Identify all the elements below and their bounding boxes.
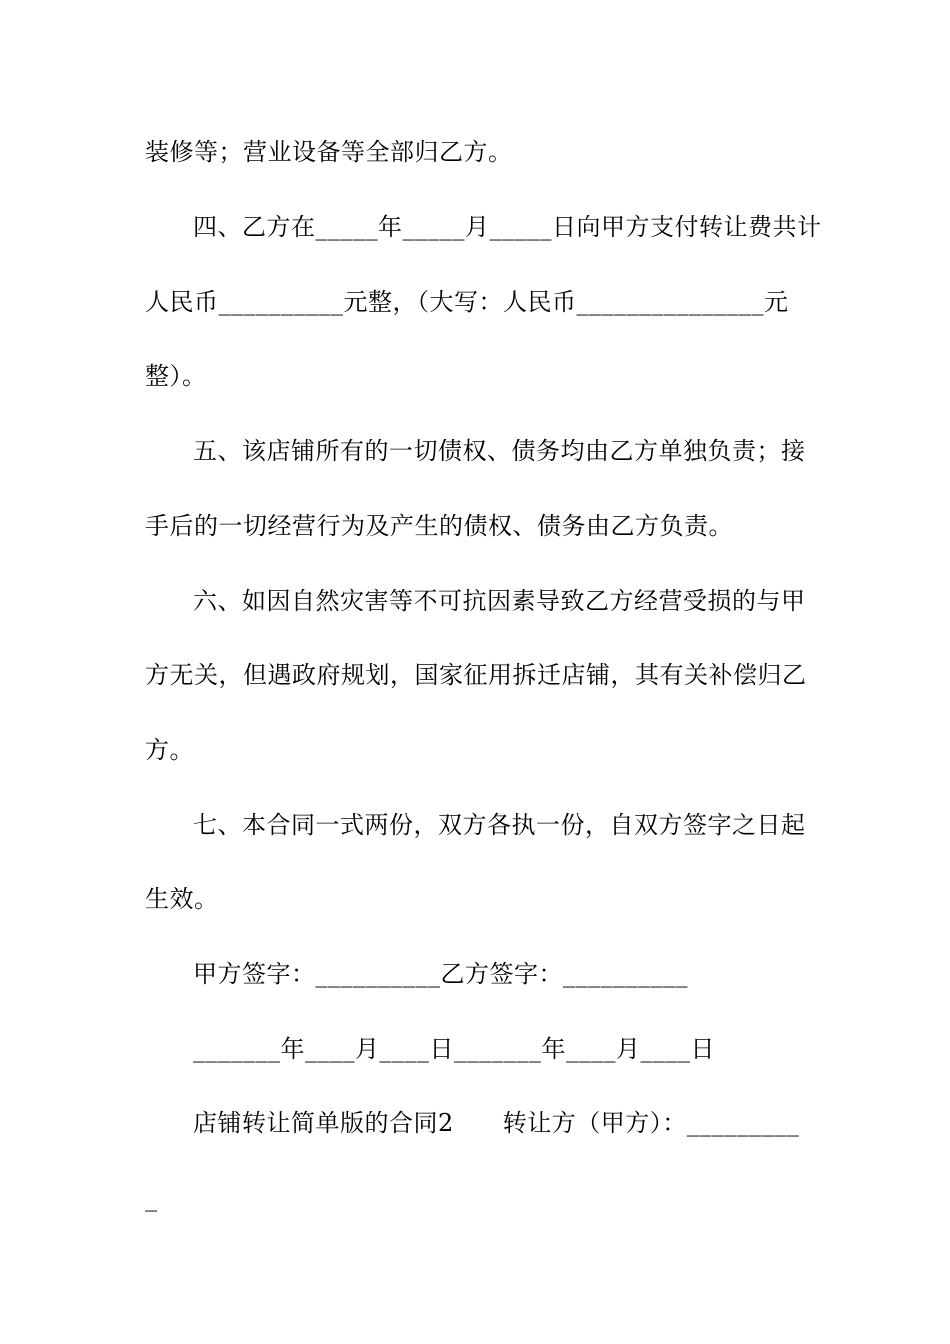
paragraph-line: 五、该店铺所有的一切债权、债务均由乙方单独负责；接	[193, 437, 806, 465]
paragraph-line: 装修等；营业设备等全部归乙方。	[145, 138, 513, 166]
date-line: _______年____月____日_______年____月____日	[193, 1035, 715, 1063]
paragraph-line: _	[145, 1184, 158, 1212]
paragraph-line: 人民币__________元整，（大写：人民币_______________元	[145, 288, 789, 316]
paragraph-line: 手后的一切经营行为及产生的债权、债务由乙方负责。	[145, 512, 733, 540]
section-heading-line: 店铺转让简单版的合同2 转让方（甲方）：_________	[193, 1109, 800, 1137]
signature-line: 甲方签字：__________乙方签字：__________	[193, 960, 688, 988]
paragraph-line: 方。	[145, 736, 194, 764]
paragraph-line: 七、本合同一式两份，双方各执一份，自双方签字之日起	[193, 811, 806, 839]
paragraph-line: 四、乙方在_____年_____月_____日向甲方支付转让费共计	[193, 213, 822, 241]
paragraph-line: 六、如因自然灾害等不可抗因素导致乙方经营受损的与甲	[193, 587, 806, 615]
paragraph-line: 整）。	[145, 362, 207, 390]
paragraph-line: 生效。	[145, 885, 219, 913]
paragraph-line: 方无关，但遇政府规划，国家征用拆迁店铺，其有关补偿归乙	[145, 661, 807, 689]
